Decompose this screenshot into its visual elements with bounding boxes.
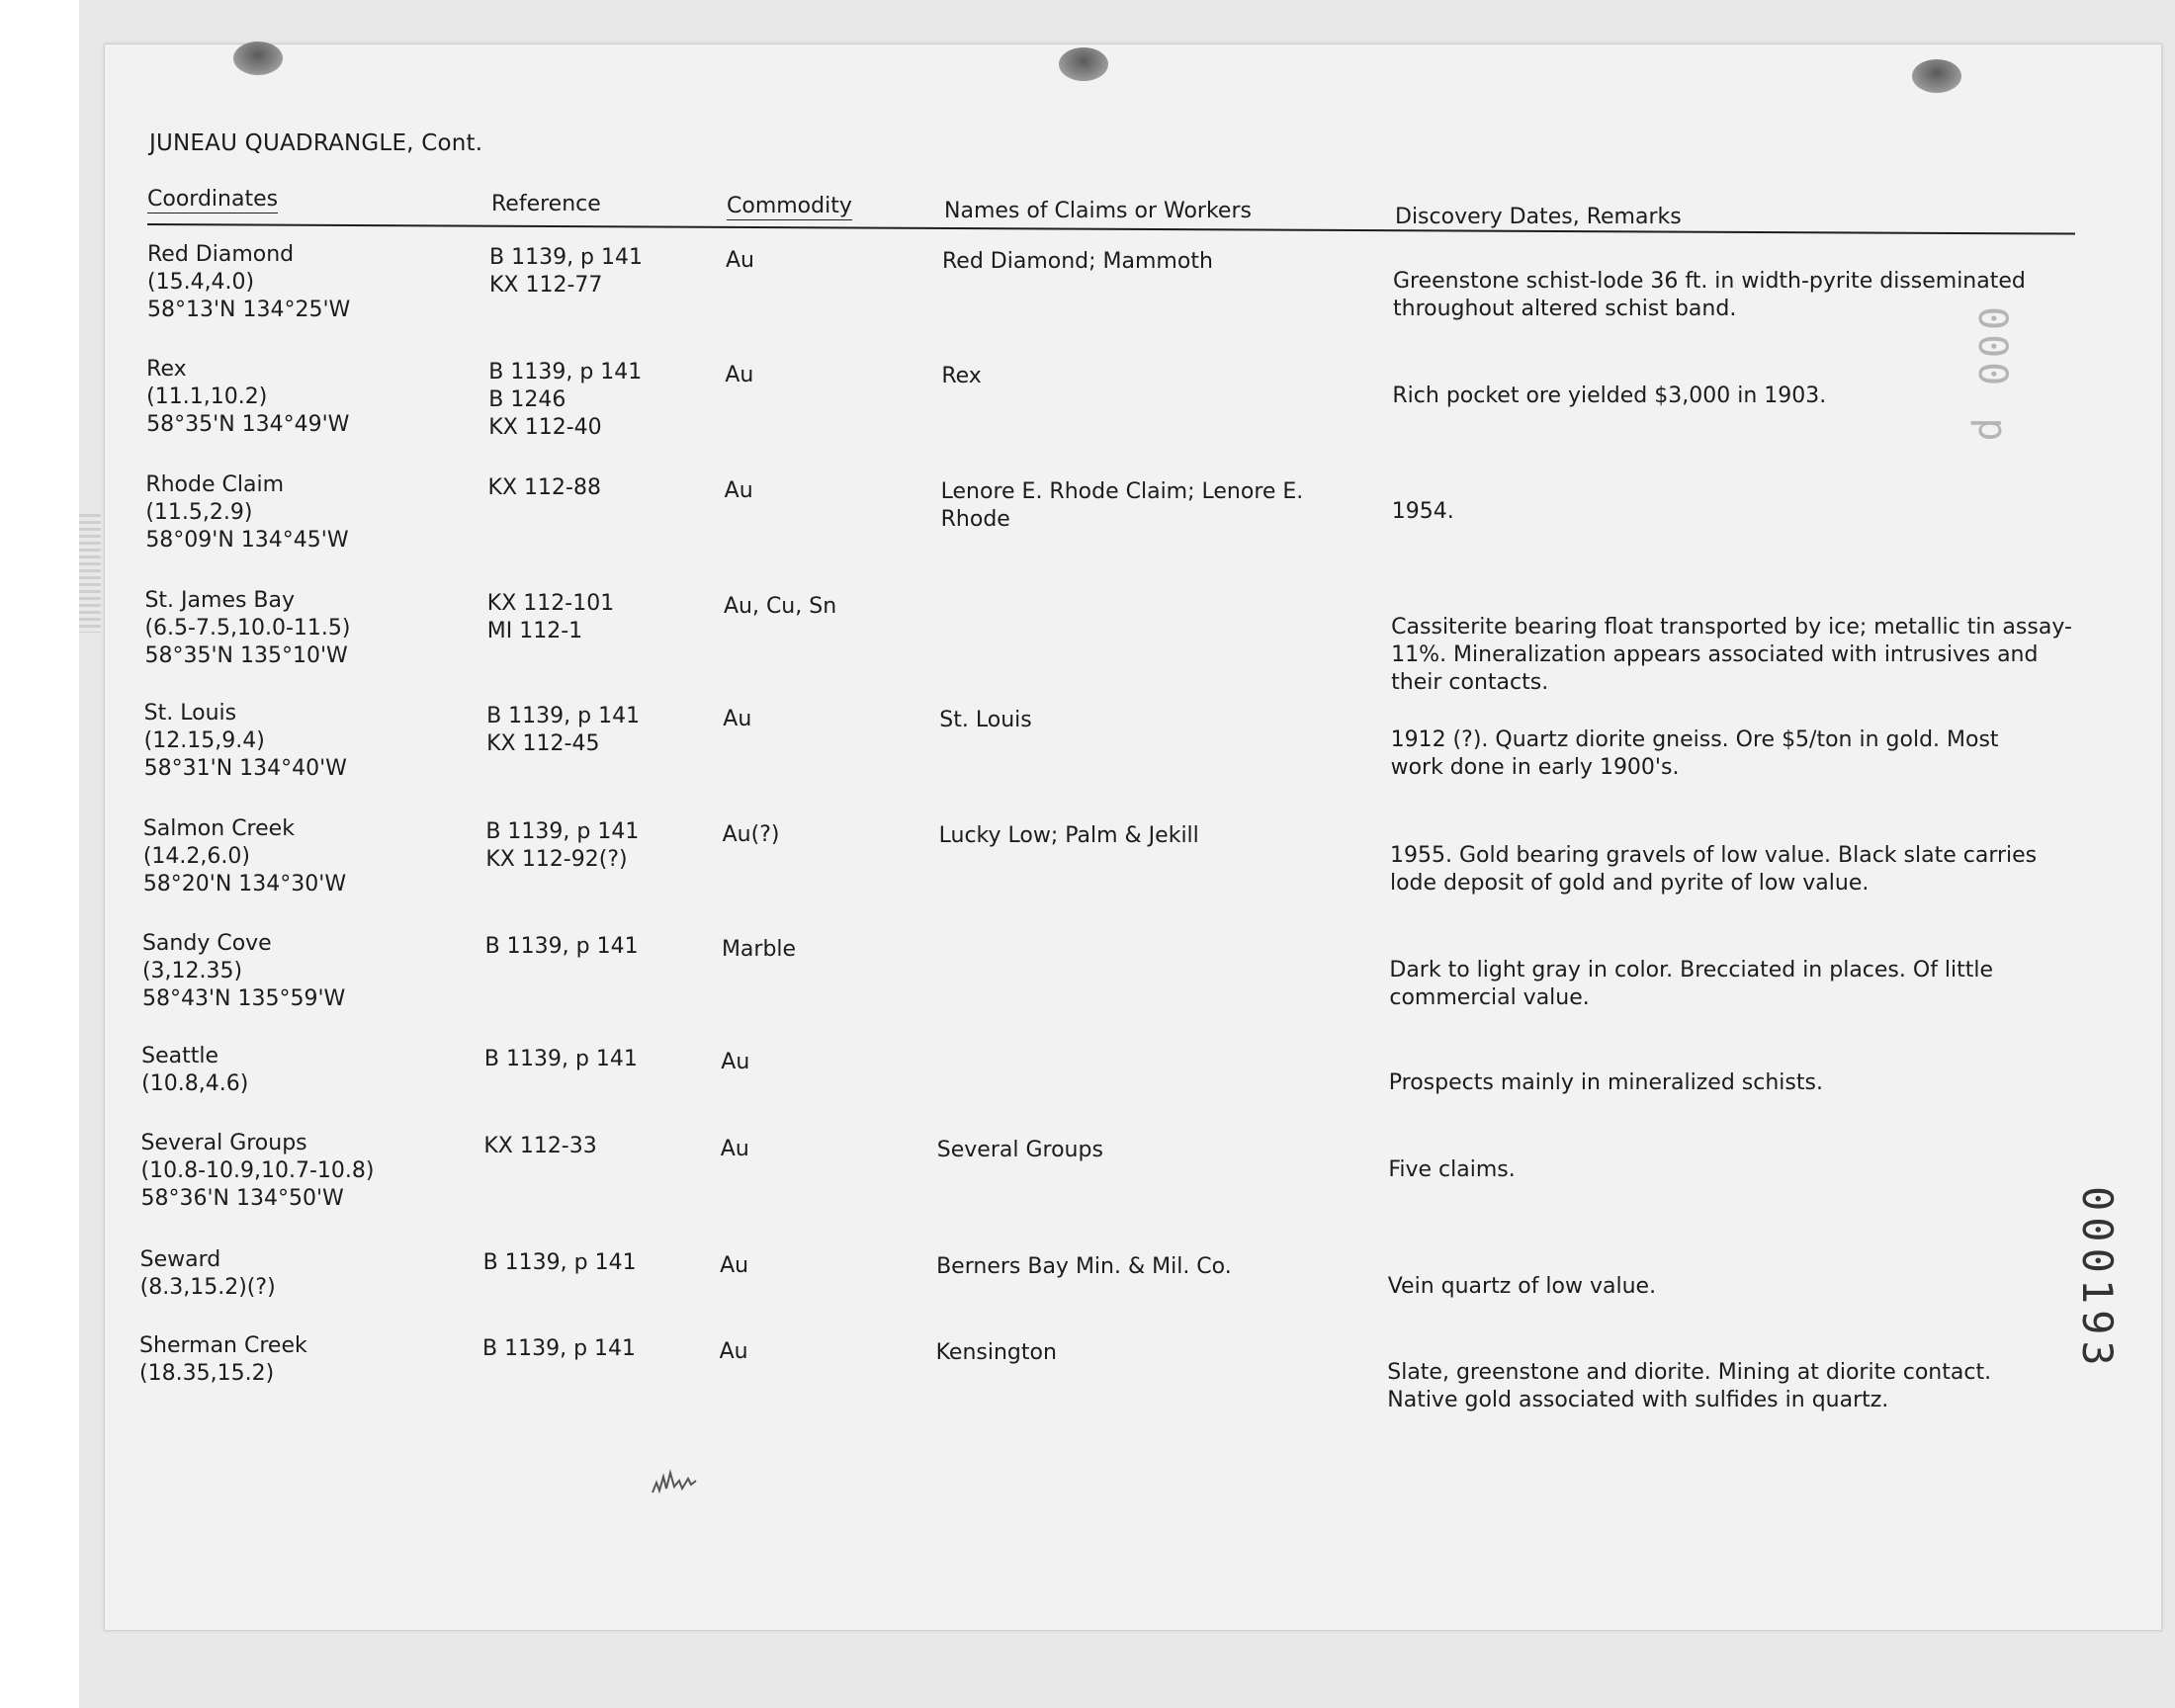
cell-coordinates — [141, 1043, 248, 1098]
cell-commodity — [723, 821, 780, 849]
cell-coordinates — [143, 815, 346, 898]
ink-specks — [643, 1463, 761, 1502]
remarks-line: lode deposit of gold and pyrite of low value. — [1389, 870, 1870, 896]
punch-hole-left — [233, 42, 283, 75]
coordinates-line: Salmon Creek — [142, 816, 295, 841]
cell-names — [941, 478, 1304, 534]
cell-remarks — [1388, 1273, 1656, 1301]
cell-names — [939, 822, 1199, 850]
cell-names — [941, 363, 981, 390]
remarks-line: Dark to light gray in color. Brecciated in places. Of little — [1389, 957, 1994, 982]
cell-commodity — [723, 706, 751, 733]
remarks-line: 1955. Gold bearing gravels of low value. Black slate carries — [1389, 842, 2038, 868]
commodity-line: Au — [723, 707, 752, 732]
remarks-line: work done in early 1900's. — [1390, 754, 1680, 780]
remarks-line: Prospects mainly in mineralized schists. — [1388, 1069, 1823, 1095]
coordinates-line: 58°20'N 134°30'W — [142, 872, 347, 897]
cell-reference — [487, 590, 614, 645]
coordinates-line: 58°35'N 134°49'W — [146, 412, 350, 437]
coordinates-line: (8.3,15.2)(?) — [139, 1275, 276, 1300]
reference-line: B 1139, p 141 — [482, 1336, 637, 1362]
remarks-line: their contacts. — [1391, 669, 1549, 695]
cell-reference — [488, 359, 642, 442]
reference-line: B 1139, p 141 — [489, 245, 644, 271]
cell-remarks — [1387, 1359, 1991, 1414]
cell-remarks — [1393, 268, 2026, 323]
coordinates-line: (14.2,6.0) — [142, 844, 250, 869]
names-line: Lucky Low; Palm & Jekill — [938, 823, 1199, 849]
cell-reference — [483, 1133, 596, 1160]
cell-commodity — [726, 247, 754, 275]
page-number-stamp: 000193 — [2073, 1186, 2122, 1372]
cell-reference — [485, 933, 639, 961]
coordinates-line: 58°13'N 134°25'W — [147, 298, 351, 322]
coordinates-line: Seward — [139, 1247, 221, 1272]
commodity-line: Au — [720, 1253, 749, 1279]
commodity-line: Au — [720, 1137, 749, 1162]
reference-line: KX 112-77 — [489, 273, 603, 299]
coordinates-line: (15.4,4.0) — [147, 270, 255, 295]
header-commodity: Commodity — [727, 194, 852, 218]
coordinates-line: 58°35'N 135°10'W — [144, 643, 348, 668]
remarks-line: Five claims. — [1388, 1156, 1516, 1182]
page-title: JUNEAU QUADRANGLE, Cont. — [149, 130, 483, 156]
cell-reference — [484, 1046, 638, 1073]
coordinates-line: Seattle — [141, 1044, 219, 1068]
cell-remarks — [1388, 1156, 1515, 1184]
names-line: Berners Bay Min. & Mil. Co. — [936, 1254, 1232, 1280]
cell-reference — [485, 818, 639, 874]
coordinates-line: (12.15,9.4) — [143, 728, 265, 753]
remarks-line: Vein quartz of low value. — [1387, 1273, 1657, 1299]
cell-coordinates — [141, 1130, 375, 1213]
commodity-line: Au(?) — [722, 822, 780, 848]
commodity-line: Au, Cu, Sn — [723, 594, 837, 620]
remarks-line: throughout altered schist band. — [1393, 296, 1737, 321]
header-reference: Reference — [491, 192, 601, 216]
reference-line: B 1139, p 141 — [482, 1250, 637, 1276]
coordinates-line: (18.35,15.2) — [139, 1361, 275, 1386]
remarks-line: 11%. Mineralization appears associated with intrusives and — [1391, 641, 2039, 667]
remarks-line: Slate, greenstone and diorite. Mining at diorite contact. — [1387, 1359, 1992, 1385]
reference-line: KX 112-40 — [488, 415, 602, 441]
reference-line: KX 112-92(?) — [485, 847, 628, 873]
cell-names — [937, 1137, 1103, 1164]
reference-line: B 1139, p 141 — [488, 360, 643, 385]
coordinates-line: (10.8-10.9,10.7-10.8) — [140, 1158, 375, 1183]
names-line: Lenore E. Rhode Claim; Lenore E. — [940, 479, 1304, 505]
cell-reference — [489, 244, 643, 299]
cell-commodity — [722, 936, 796, 964]
cell-commodity — [725, 477, 753, 505]
coordinates-line: Red Diamond — [147, 242, 295, 267]
reference-line: B 1139, p 141 — [486, 704, 641, 729]
coordinates-line: (10.8,4.6) — [141, 1071, 249, 1096]
cell-coordinates — [139, 1332, 307, 1388]
coordinates-line: Rhode Claim — [145, 472, 284, 497]
coordinates-line: (11.1,10.2) — [146, 384, 268, 409]
cell-remarks — [1390, 842, 2037, 897]
remarks-line: commercial value. — [1389, 984, 1590, 1010]
cell-coordinates — [144, 587, 350, 670]
header-coordinates: Coordinates — [147, 187, 279, 212]
coordinates-line: Several Groups — [140, 1131, 307, 1155]
coordinates-line: (3,12.35) — [141, 959, 243, 983]
reference-line: KX 112-33 — [483, 1134, 597, 1159]
names-line: Kensington — [935, 1340, 1057, 1366]
coordinates-line: Sherman Creek — [139, 1333, 307, 1358]
reference-line: MI 112-1 — [486, 619, 583, 644]
remarks-line: Native gold associated with sulfides in quartz. — [1387, 1387, 1889, 1412]
coordinates-line: Sandy Cove — [141, 931, 272, 956]
names-line: Several Groups — [936, 1138, 1103, 1163]
reference-line: KX 112-45 — [486, 731, 600, 757]
commodity-line: Au — [725, 363, 754, 388]
reference-line: B 1246 — [488, 387, 566, 413]
reference-line: B 1139, p 141 — [485, 819, 640, 845]
coordinates-line: (6.5-7.5,10.0-11.5) — [144, 616, 351, 640]
names-line: Rex — [941, 364, 982, 389]
cell-commodity — [720, 1252, 748, 1280]
scan-edge-artifact — [79, 514, 101, 633]
commodity-line: Au — [726, 248, 754, 274]
coordinates-line: (11.5,2.9) — [145, 500, 253, 525]
reference-line: KX 112-88 — [487, 475, 601, 501]
punch-hole-center — [1059, 47, 1108, 81]
cell-commodity — [721, 1049, 749, 1076]
coordinates-line: St. James Bay — [144, 588, 296, 613]
cell-names — [939, 707, 1031, 734]
cell-coordinates — [142, 930, 345, 1013]
faint-stamp-number: 000 p — [1969, 306, 2015, 446]
cell-reference — [482, 1335, 636, 1363]
coordinates-line: Rex — [146, 357, 187, 382]
remarks-line: 1954. — [1391, 498, 1454, 524]
cell-remarks — [1391, 726, 1999, 782]
commodity-line: Au — [721, 1050, 750, 1075]
reference-line: B 1139, p 141 — [483, 1047, 638, 1072]
cell-reference — [483, 1249, 637, 1277]
names-line: Red Diamond; Mammoth — [942, 249, 1213, 275]
names-line: St. Louis — [939, 708, 1032, 733]
cell-remarks — [1392, 383, 1826, 410]
cell-coordinates — [140, 1246, 276, 1302]
coordinates-line: 58°31'N 134°40'W — [143, 756, 347, 781]
cell-coordinates — [145, 471, 348, 555]
cell-commodity — [725, 362, 753, 389]
cell-coordinates — [144, 700, 347, 783]
cell-commodity — [720, 1338, 748, 1366]
remarks-line: Rich pocket ore yielded $3,000 in 1903. — [1392, 383, 1827, 408]
cell-commodity — [724, 593, 836, 621]
reference-line: B 1139, p 141 — [484, 934, 639, 960]
remarks-line: Greenstone schist-lode 36 ft. in width-pyrite disseminated — [1393, 268, 2026, 294]
cell-remarks — [1389, 957, 1993, 1012]
header-remarks: Discovery Dates, Remarks — [1395, 205, 1682, 229]
commodity-line: Au — [724, 478, 753, 504]
cell-names — [936, 1253, 1232, 1281]
cell-coordinates — [147, 241, 350, 324]
cell-names — [942, 248, 1213, 276]
coordinates-line: 58°36'N 134°50'W — [140, 1186, 344, 1211]
remarks-line: 1912 (?). Quartz diorite gneiss. Ore $5/ton in gold. Most — [1390, 726, 1999, 752]
cell-reference — [486, 703, 640, 758]
cell-reference — [488, 474, 601, 502]
cell-names — [936, 1339, 1057, 1367]
commodity-line: Au — [719, 1339, 748, 1365]
header-names: Names of Claims or Workers — [944, 199, 1252, 223]
remarks-line: Cassiterite bearing float transported by ice; metallic tin assay- — [1391, 614, 2072, 640]
punch-hole-right — [1912, 59, 1961, 93]
cell-commodity — [721, 1136, 749, 1163]
cell-remarks — [1392, 498, 1454, 526]
coordinates-line: 58°43'N 135°59'W — [141, 986, 346, 1011]
reference-line: KX 112-101 — [486, 591, 615, 617]
coordinates-line: St. Louis — [143, 701, 237, 726]
cell-coordinates — [146, 356, 349, 439]
cell-remarks — [1391, 614, 2072, 697]
coordinates-line: 58°09'N 134°45'W — [145, 528, 349, 553]
cell-remarks — [1389, 1069, 1823, 1097]
commodity-line: Marble — [721, 937, 797, 963]
names-line: Rhode — [940, 507, 1010, 533]
